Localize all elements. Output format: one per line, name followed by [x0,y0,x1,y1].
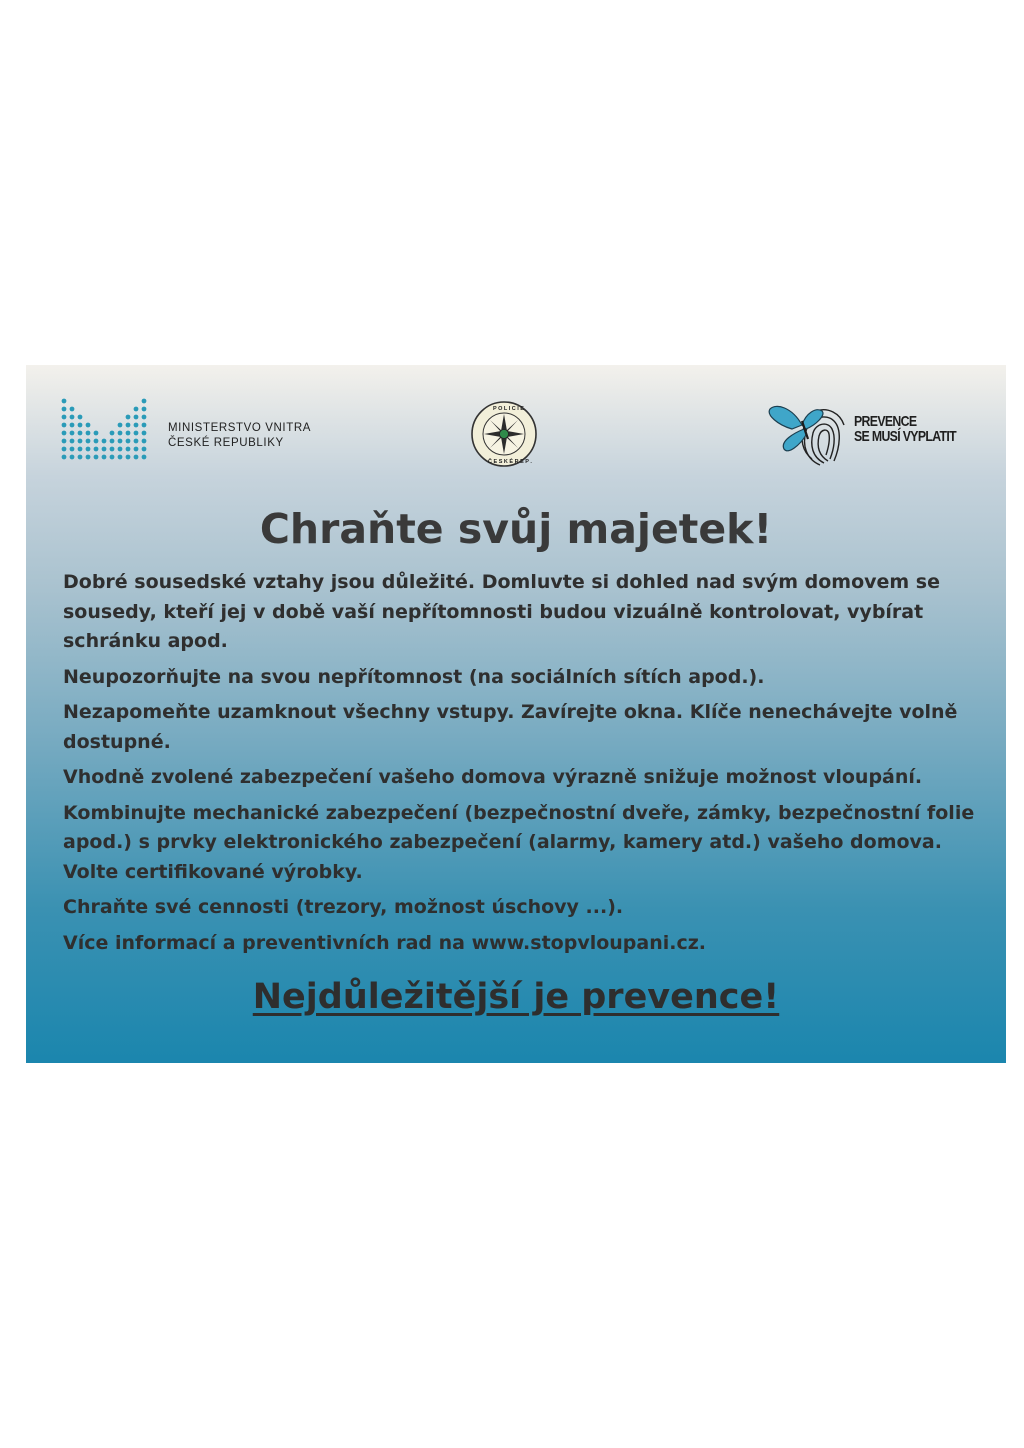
ministry-name [168,421,311,451]
advice-paragraph: Nezapomeňte uzamknout všechny vstupy. Zavírejte okna. Klíče nenechávejte volně dostupné. [63,701,958,753]
advice-paragraph-more-info [63,929,978,959]
advice-paragraph: Chraňte své cennosti (trezory, možnost úschovy ...). [63,896,624,918]
ministry-dot-grid-icon [60,397,148,467]
advice-paragraph: Neupozorňujte na svou nepřítomnost (na sociálních sítích apod.). [63,665,765,688]
poster [26,365,1006,1063]
police-star-badge-icon [470,400,538,468]
ministry-line-2: ČESKÉ REPUBLIKY [168,437,284,449]
prevention-campaign-logo [768,399,988,469]
ministry-logo [60,397,312,467]
campaign-slogan [854,414,956,444]
more-info-text: Více informací a preventivních rad na [63,931,472,954]
campaign-line-2: SE MUSÍ VYPLATIT [854,428,957,445]
advice-paragraph: Kombinujte mechanické zabezpečení (bezpečnostní dveře, zámky, bezpečnostní folie apod.) s prvky elektronického zabezpečení (alarmy, kamery atd.) vašeho domova. Volte certifikované výrobky. [63,801,975,883]
svg-text:Č E S K É R E P .: Č E S K É R E P . [488,459,532,465]
campaign-line-1: PREVENCE [854,413,917,430]
page-title: Chraňte svůj majetek! [259,505,773,553]
butterfly-fingerprint-icon [768,399,848,469]
advice-paragraph: Vhodně zvolené zabezpečení vašeho domova výrazně snižuje možnost vloupání. [63,766,923,788]
website-link[interactable]: www.stopvloupani.cz [471,931,699,954]
more-info-end: . [698,931,707,954]
advice-paragraph: Dobré sousedské vztahy jsou důležité. Domluvte si dohled nad svým domovem se sousedy, kteří jej v době vaší nepřítomnosti budou vizuálně kontrolovat, vybírat schránku apod. [63,571,941,652]
svg-text:P O L I C I E: P O L I C I E [493,406,524,412]
advice-list [63,568,978,964]
footer-slogan: Nejdůležitější je prevence! [252,977,780,1017]
ministry-line-1: MINISTERSTVO VNITRA [168,422,312,434]
